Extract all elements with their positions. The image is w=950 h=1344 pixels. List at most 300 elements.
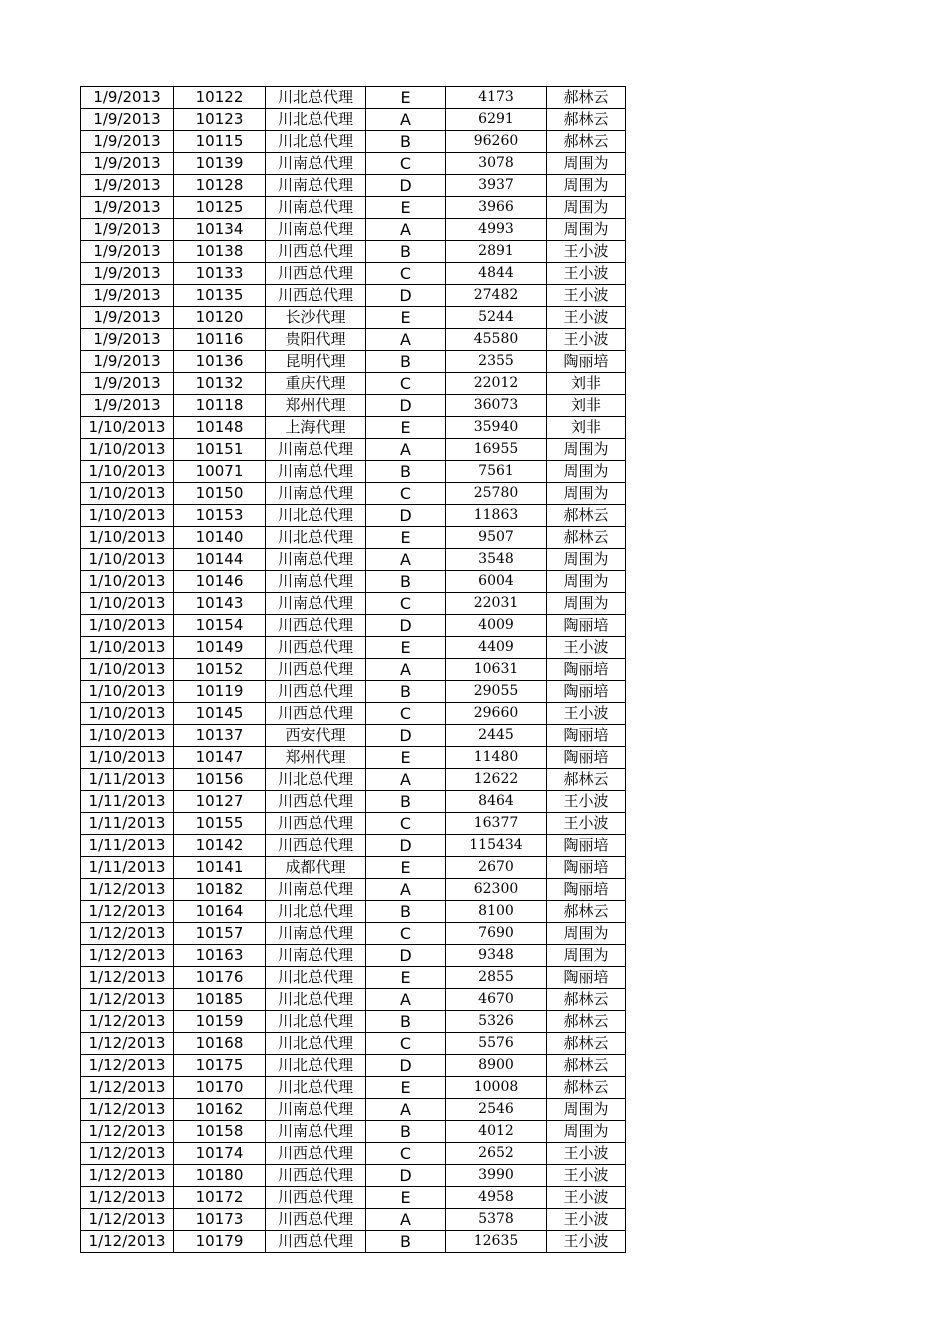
agent-cell: 川北总代理 xyxy=(266,87,366,109)
amount-cell: 22031 xyxy=(446,593,547,615)
agent-cell: 川西总代理 xyxy=(266,659,366,681)
amount-cell: 4670 xyxy=(446,989,547,1011)
amount-cell: 7561 xyxy=(446,461,547,483)
table-row xyxy=(81,813,626,835)
salesperson-cell: 陶丽培 xyxy=(547,857,626,879)
agent-cell: 川西总代理 xyxy=(266,1165,366,1187)
grade-cell: C xyxy=(366,153,446,175)
amount-cell: 4844 xyxy=(446,263,547,285)
grade-cell: C xyxy=(366,373,446,395)
order-id-cell: 10145 xyxy=(174,703,266,725)
salesperson-cell: 郝林云 xyxy=(547,131,626,153)
date-cell: 1/12/2013 xyxy=(81,1055,174,1077)
table-row xyxy=(81,1143,626,1165)
salesperson-cell: 王小波 xyxy=(547,1165,626,1187)
amount-cell: 29660 xyxy=(446,703,547,725)
agent-cell: 川西总代理 xyxy=(266,263,366,285)
order-id-cell: 10176 xyxy=(174,967,266,989)
order-id-cell: 10172 xyxy=(174,1187,266,1209)
amount-cell: 96260 xyxy=(446,131,547,153)
agent-cell: 成都代理 xyxy=(266,857,366,879)
salesperson-cell: 郝林云 xyxy=(547,109,626,131)
order-id-cell: 10144 xyxy=(174,549,266,571)
date-cell: 1/10/2013 xyxy=(81,637,174,659)
grade-cell: D xyxy=(366,285,446,307)
table-row xyxy=(81,1165,626,1187)
amount-cell: 4993 xyxy=(446,219,547,241)
order-id-cell: 10156 xyxy=(174,769,266,791)
salesperson-cell: 陶丽培 xyxy=(547,747,626,769)
order-id-cell: 10185 xyxy=(174,989,266,1011)
amount-cell: 27482 xyxy=(446,285,547,307)
date-cell: 1/11/2013 xyxy=(81,813,174,835)
agent-cell: 川南总代理 xyxy=(266,1121,366,1143)
agent-cell: 川西总代理 xyxy=(266,615,366,637)
salesperson-cell: 陶丽培 xyxy=(547,725,626,747)
order-id-cell: 10127 xyxy=(174,791,266,813)
date-cell: 1/9/2013 xyxy=(81,131,174,153)
order-id-cell: 10128 xyxy=(174,175,266,197)
salesperson-cell: 王小波 xyxy=(547,307,626,329)
date-cell: 1/9/2013 xyxy=(81,153,174,175)
agent-cell: 川西总代理 xyxy=(266,813,366,835)
agent-cell: 川南总代理 xyxy=(266,1099,366,1121)
grade-cell: A xyxy=(366,219,446,241)
amount-cell: 11863 xyxy=(446,505,547,527)
date-cell: 1/9/2013 xyxy=(81,263,174,285)
agent-cell: 上海代理 xyxy=(266,417,366,439)
table-row xyxy=(81,725,626,747)
table-row xyxy=(81,1055,626,1077)
grade-cell: E xyxy=(366,857,446,879)
order-id-cell: 10146 xyxy=(174,571,266,593)
order-id-cell: 10136 xyxy=(174,351,266,373)
order-id-cell: 10133 xyxy=(174,263,266,285)
amount-cell: 2891 xyxy=(446,241,547,263)
grade-cell: A xyxy=(366,1099,446,1121)
date-cell: 1/10/2013 xyxy=(81,593,174,615)
table-row xyxy=(81,307,626,329)
amount-cell: 62300 xyxy=(446,879,547,901)
table-row xyxy=(81,1187,626,1209)
salesperson-cell: 王小波 xyxy=(547,285,626,307)
amount-cell: 7690 xyxy=(446,923,547,945)
order-id-cell: 10125 xyxy=(174,197,266,219)
salesperson-cell: 郝林云 xyxy=(547,769,626,791)
salesperson-cell: 陶丽培 xyxy=(547,681,626,703)
agent-cell: 川北总代理 xyxy=(266,901,366,923)
agent-cell: 川西总代理 xyxy=(266,241,366,263)
salesperson-cell: 郝林云 xyxy=(547,505,626,527)
salesperson-cell: 王小波 xyxy=(547,791,626,813)
agent-cell: 川北总代理 xyxy=(266,989,366,1011)
salesperson-cell: 陶丽培 xyxy=(547,351,626,373)
agent-cell: 川南总代理 xyxy=(266,219,366,241)
order-id-cell: 10123 xyxy=(174,109,266,131)
amount-cell: 3548 xyxy=(446,549,547,571)
amount-cell: 9507 xyxy=(446,527,547,549)
agent-cell: 川西总代理 xyxy=(266,1143,366,1165)
grade-cell: C xyxy=(366,1033,446,1055)
table-row xyxy=(81,241,626,263)
table-row xyxy=(81,835,626,857)
date-cell: 1/12/2013 xyxy=(81,1121,174,1143)
agent-cell: 川西总代理 xyxy=(266,703,366,725)
order-id-cell: 10155 xyxy=(174,813,266,835)
date-cell: 1/12/2013 xyxy=(81,901,174,923)
date-cell: 1/9/2013 xyxy=(81,329,174,351)
grade-cell: C xyxy=(366,1143,446,1165)
grade-cell: E xyxy=(366,747,446,769)
amount-cell: 115434 xyxy=(446,835,547,857)
salesperson-cell: 郝林云 xyxy=(547,527,626,549)
grade-cell: B xyxy=(366,681,446,703)
table-row xyxy=(81,967,626,989)
salesperson-cell: 郝林云 xyxy=(547,901,626,923)
table-row xyxy=(81,791,626,813)
amount-cell: 2855 xyxy=(446,967,547,989)
amount-cell: 22012 xyxy=(446,373,547,395)
amount-cell: 12635 xyxy=(446,1231,547,1253)
date-cell: 1/10/2013 xyxy=(81,483,174,505)
table-row xyxy=(81,351,626,373)
agent-cell: 川北总代理 xyxy=(266,1033,366,1055)
date-cell: 1/12/2013 xyxy=(81,967,174,989)
salesperson-cell: 周围为 xyxy=(547,461,626,483)
salesperson-cell: 周围为 xyxy=(547,571,626,593)
order-id-cell: 10140 xyxy=(174,527,266,549)
grade-cell: B xyxy=(366,791,446,813)
grade-cell: B xyxy=(366,241,446,263)
order-id-cell: 10137 xyxy=(174,725,266,747)
grade-cell: B xyxy=(366,1121,446,1143)
agent-cell: 川南总代理 xyxy=(266,175,366,197)
salesperson-cell: 陶丽培 xyxy=(547,615,626,637)
salesperson-cell: 刘非 xyxy=(547,417,626,439)
grade-cell: D xyxy=(366,725,446,747)
table-row xyxy=(81,263,626,285)
grade-cell: A xyxy=(366,879,446,901)
amount-cell: 9348 xyxy=(446,945,547,967)
agent-cell: 川西总代理 xyxy=(266,285,366,307)
date-cell: 1/9/2013 xyxy=(81,285,174,307)
table-row xyxy=(81,417,626,439)
amount-cell: 12622 xyxy=(446,769,547,791)
salesperson-cell: 陶丽培 xyxy=(547,879,626,901)
amount-cell: 5326 xyxy=(446,1011,547,1033)
agent-cell: 川北总代理 xyxy=(266,131,366,153)
date-cell: 1/10/2013 xyxy=(81,703,174,725)
table-row xyxy=(81,373,626,395)
order-id-cell: 10154 xyxy=(174,615,266,637)
table-row xyxy=(81,681,626,703)
order-id-cell: 10119 xyxy=(174,681,266,703)
agent-cell: 川南总代理 xyxy=(266,461,366,483)
salesperson-cell: 刘非 xyxy=(547,395,626,417)
agent-cell: 川北总代理 xyxy=(266,109,366,131)
grade-cell: B xyxy=(366,461,446,483)
grade-cell: B xyxy=(366,1231,446,1253)
amount-cell: 8900 xyxy=(446,1055,547,1077)
amount-cell: 4409 xyxy=(446,637,547,659)
agent-cell: 川南总代理 xyxy=(266,923,366,945)
order-id-cell: 10071 xyxy=(174,461,266,483)
amount-cell: 8464 xyxy=(446,791,547,813)
grade-cell: C xyxy=(366,263,446,285)
agent-cell: 川北总代理 xyxy=(266,967,366,989)
salesperson-cell: 周围为 xyxy=(547,549,626,571)
table-row xyxy=(81,923,626,945)
date-cell: 1/9/2013 xyxy=(81,351,174,373)
salesperson-cell: 周围为 xyxy=(547,1121,626,1143)
salesperson-cell: 陶丽培 xyxy=(547,967,626,989)
date-cell: 1/12/2013 xyxy=(81,945,174,967)
salesperson-cell: 郝林云 xyxy=(547,989,626,1011)
order-id-cell: 10158 xyxy=(174,1121,266,1143)
grade-cell: D xyxy=(366,945,446,967)
date-cell: 1/12/2013 xyxy=(81,1165,174,1187)
date-cell: 1/10/2013 xyxy=(81,681,174,703)
table-row xyxy=(81,1011,626,1033)
order-id-cell: 10148 xyxy=(174,417,266,439)
amount-cell: 16955 xyxy=(446,439,547,461)
date-cell: 1/10/2013 xyxy=(81,417,174,439)
grade-cell: C xyxy=(366,703,446,725)
salesperson-cell: 王小波 xyxy=(547,813,626,835)
grade-cell: A xyxy=(366,769,446,791)
order-id-cell: 10141 xyxy=(174,857,266,879)
amount-cell: 4012 xyxy=(446,1121,547,1143)
table-row xyxy=(81,109,626,131)
amount-cell: 3937 xyxy=(446,175,547,197)
table-row xyxy=(81,87,626,109)
amount-cell: 36073 xyxy=(446,395,547,417)
table-body xyxy=(81,87,626,1253)
agent-cell: 西安代理 xyxy=(266,725,366,747)
order-id-cell: 10116 xyxy=(174,329,266,351)
order-id-cell: 10159 xyxy=(174,1011,266,1033)
order-id-cell: 10164 xyxy=(174,901,266,923)
grade-cell: A xyxy=(366,329,446,351)
date-cell: 1/11/2013 xyxy=(81,835,174,857)
salesperson-cell: 王小波 xyxy=(547,1143,626,1165)
amount-cell: 2355 xyxy=(446,351,547,373)
date-cell: 1/10/2013 xyxy=(81,439,174,461)
grade-cell: A xyxy=(366,109,446,131)
salesperson-cell: 周围为 xyxy=(547,923,626,945)
salesperson-cell: 王小波 xyxy=(547,637,626,659)
grade-cell: C xyxy=(366,923,446,945)
amount-cell: 2652 xyxy=(446,1143,547,1165)
order-id-cell: 10163 xyxy=(174,945,266,967)
order-id-cell: 10168 xyxy=(174,1033,266,1055)
table-row xyxy=(81,527,626,549)
salesperson-cell: 郝林云 xyxy=(547,1033,626,1055)
salesperson-cell: 周围为 xyxy=(547,483,626,505)
date-cell: 1/9/2013 xyxy=(81,241,174,263)
grade-cell: A xyxy=(366,1209,446,1231)
date-cell: 1/9/2013 xyxy=(81,219,174,241)
amount-cell: 8100 xyxy=(446,901,547,923)
date-cell: 1/11/2013 xyxy=(81,791,174,813)
salesperson-cell: 郝林云 xyxy=(547,1077,626,1099)
grade-cell: D xyxy=(366,175,446,197)
date-cell: 1/12/2013 xyxy=(81,879,174,901)
grade-cell: D xyxy=(366,835,446,857)
agent-cell: 川南总代理 xyxy=(266,153,366,175)
order-id-cell: 10170 xyxy=(174,1077,266,1099)
order-id-cell: 10134 xyxy=(174,219,266,241)
amount-cell: 10008 xyxy=(446,1077,547,1099)
table-row xyxy=(81,1209,626,1231)
salesperson-cell: 周围为 xyxy=(547,197,626,219)
table-row xyxy=(81,439,626,461)
date-cell: 1/9/2013 xyxy=(81,87,174,109)
grade-cell: D xyxy=(366,1165,446,1187)
table-row xyxy=(81,131,626,153)
date-cell: 1/11/2013 xyxy=(81,857,174,879)
agent-cell: 川北总代理 xyxy=(266,505,366,527)
agent-cell: 川北总代理 xyxy=(266,1055,366,1077)
order-id-cell: 10149 xyxy=(174,637,266,659)
table-row xyxy=(81,1099,626,1121)
table-row xyxy=(81,549,626,571)
order-id-cell: 10153 xyxy=(174,505,266,527)
amount-cell: 10631 xyxy=(446,659,547,681)
order-id-cell: 10152 xyxy=(174,659,266,681)
table-row xyxy=(81,395,626,417)
agent-cell: 川北总代理 xyxy=(266,1011,366,1033)
grade-cell: C xyxy=(366,483,446,505)
date-cell: 1/9/2013 xyxy=(81,395,174,417)
salesperson-cell: 郝林云 xyxy=(547,87,626,109)
date-cell: 1/9/2013 xyxy=(81,175,174,197)
table-row xyxy=(81,593,626,615)
salesperson-cell: 郝林云 xyxy=(547,1055,626,1077)
date-cell: 1/10/2013 xyxy=(81,659,174,681)
date-cell: 1/9/2013 xyxy=(81,373,174,395)
grade-cell: B xyxy=(366,351,446,373)
table-row xyxy=(81,197,626,219)
order-id-cell: 10180 xyxy=(174,1165,266,1187)
amount-cell: 16377 xyxy=(446,813,547,835)
agent-cell: 长沙代理 xyxy=(266,307,366,329)
table-row xyxy=(81,747,626,769)
agent-cell: 川西总代理 xyxy=(266,681,366,703)
grade-cell: C xyxy=(366,593,446,615)
agent-cell: 川西总代理 xyxy=(266,1209,366,1231)
agent-cell: 川南总代理 xyxy=(266,571,366,593)
date-cell: 1/10/2013 xyxy=(81,461,174,483)
salesperson-cell: 陶丽培 xyxy=(547,659,626,681)
agent-cell: 川南总代理 xyxy=(266,879,366,901)
date-cell: 1/12/2013 xyxy=(81,1209,174,1231)
amount-cell: 4009 xyxy=(446,615,547,637)
amount-cell: 3966 xyxy=(446,197,547,219)
grade-cell: E xyxy=(366,417,446,439)
grade-cell: B xyxy=(366,901,446,923)
date-cell: 1/10/2013 xyxy=(81,571,174,593)
order-id-cell: 10139 xyxy=(174,153,266,175)
table-row xyxy=(81,571,626,593)
salesperson-cell: 周围为 xyxy=(547,439,626,461)
order-id-cell: 10174 xyxy=(174,1143,266,1165)
salesperson-cell: 周围为 xyxy=(547,1099,626,1121)
table-row xyxy=(81,857,626,879)
amount-cell: 5576 xyxy=(446,1033,547,1055)
table-row xyxy=(81,175,626,197)
agent-cell: 川南总代理 xyxy=(266,549,366,571)
table-row xyxy=(81,615,626,637)
grade-cell: E xyxy=(366,197,446,219)
salesperson-cell: 刘非 xyxy=(547,373,626,395)
grade-cell: B xyxy=(366,131,446,153)
amount-cell: 25780 xyxy=(446,483,547,505)
grade-cell: E xyxy=(366,1077,446,1099)
date-cell: 1/9/2013 xyxy=(81,197,174,219)
agent-cell: 川南总代理 xyxy=(266,439,366,461)
agent-cell: 川西总代理 xyxy=(266,835,366,857)
grade-cell: C xyxy=(366,813,446,835)
date-cell: 1/10/2013 xyxy=(81,725,174,747)
table-row xyxy=(81,703,626,725)
date-cell: 1/12/2013 xyxy=(81,1187,174,1209)
agent-cell: 川南总代理 xyxy=(266,945,366,967)
order-id-cell: 10138 xyxy=(174,241,266,263)
salesperson-cell: 周围为 xyxy=(547,945,626,967)
salesperson-cell: 周围为 xyxy=(547,593,626,615)
agent-cell: 贵阳代理 xyxy=(266,329,366,351)
salesperson-cell: 王小波 xyxy=(547,241,626,263)
amount-cell: 3078 xyxy=(446,153,547,175)
agent-cell: 川北总代理 xyxy=(266,1077,366,1099)
agent-cell: 川南总代理 xyxy=(266,593,366,615)
amount-cell: 6291 xyxy=(446,109,547,131)
salesperson-cell: 周围为 xyxy=(547,175,626,197)
order-id-cell: 10115 xyxy=(174,131,266,153)
order-id-cell: 10151 xyxy=(174,439,266,461)
salesperson-cell: 陶丽培 xyxy=(547,835,626,857)
salesperson-cell: 王小波 xyxy=(547,1187,626,1209)
order-id-cell: 10150 xyxy=(174,483,266,505)
table-row xyxy=(81,483,626,505)
amount-cell: 2546 xyxy=(446,1099,547,1121)
agent-cell: 川西总代理 xyxy=(266,1231,366,1253)
grade-cell: D xyxy=(366,395,446,417)
table-row xyxy=(81,285,626,307)
date-cell: 1/12/2013 xyxy=(81,1099,174,1121)
date-cell: 1/10/2013 xyxy=(81,527,174,549)
date-cell: 1/11/2013 xyxy=(81,769,174,791)
order-id-cell: 10118 xyxy=(174,395,266,417)
table-row xyxy=(81,901,626,923)
date-cell: 1/9/2013 xyxy=(81,307,174,329)
table-row xyxy=(81,1077,626,1099)
order-id-cell: 10143 xyxy=(174,593,266,615)
amount-cell: 11480 xyxy=(446,747,547,769)
amount-cell: 2445 xyxy=(446,725,547,747)
salesperson-cell: 王小波 xyxy=(547,703,626,725)
grade-cell: D xyxy=(366,1055,446,1077)
grade-cell: E xyxy=(366,637,446,659)
salesperson-cell: 王小波 xyxy=(547,263,626,285)
salesperson-cell: 王小波 xyxy=(547,329,626,351)
date-cell: 1/12/2013 xyxy=(81,1231,174,1253)
grade-cell: E xyxy=(366,87,446,109)
order-id-cell: 10120 xyxy=(174,307,266,329)
grade-cell: A xyxy=(366,659,446,681)
table-row xyxy=(81,989,626,1011)
